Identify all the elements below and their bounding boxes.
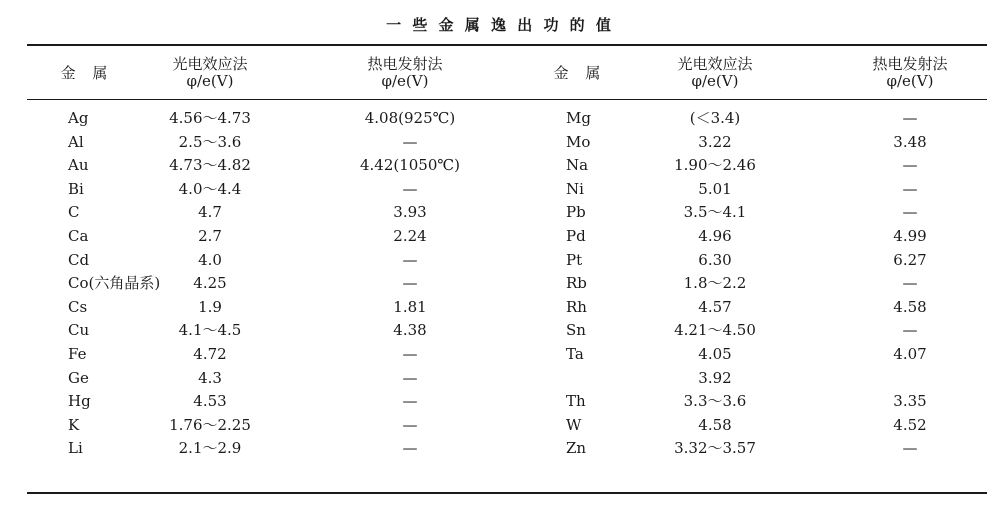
right-metal-column [566, 107, 646, 461]
table-cell: — [902, 179, 918, 198]
table-cell: 4.72 [193, 344, 227, 363]
table-cell: Cd [68, 250, 90, 269]
table-cell: — [402, 368, 418, 387]
table-cell: — [402, 415, 418, 434]
table-cell: — [902, 203, 918, 222]
table-cell: Fe [68, 344, 87, 363]
table-cell: Al [68, 132, 84, 151]
table-cell: Th [566, 392, 586, 411]
table-cell: 4.57 [698, 297, 732, 316]
left-thermo-column [340, 107, 480, 461]
table-cell: Ag [68, 109, 89, 127]
table-cell: 4.07 [893, 344, 927, 363]
header-thermo-left-unit: φ/e(V) [381, 72, 429, 90]
table-cell: 3.5～4.1 [683, 203, 747, 222]
table-cell: 6.27 [893, 250, 927, 269]
table-cell: 4.73～4.82 [169, 156, 251, 175]
table-cell: 1.76～2.25 [169, 415, 251, 434]
table-cell: 3.48 [893, 132, 927, 151]
table-cell: Mo [566, 132, 591, 151]
left-photo-column [140, 107, 280, 461]
table-cell: 6.30 [698, 250, 732, 269]
table-cell: Au [68, 156, 89, 175]
table-cell: — [902, 321, 918, 340]
table-cell: 3.92 [698, 368, 732, 387]
table-cell: — [402, 274, 418, 293]
table-cell: 4.0～4.4 [178, 179, 242, 198]
table-cell: 2.7 [198, 226, 222, 245]
table-cell: 2.5～3.6 [178, 132, 242, 151]
table-cell: 1.9 [198, 297, 222, 316]
table-cell: 1.90～2.46 [674, 156, 756, 175]
table-cell: — [902, 109, 918, 127]
table-cell: Co(六角晶系) [68, 274, 161, 293]
table-cell: 4.05 [698, 344, 732, 363]
header-thermo-left [345, 56, 465, 96]
table-cell [566, 367, 646, 391]
table-cell: 4.38 [393, 321, 427, 340]
table-cell: 3.93 [393, 203, 427, 222]
table-cell: — [402, 179, 418, 198]
table-cell: Rb [566, 274, 587, 293]
table-cell: 4.25 [193, 274, 227, 293]
bottom-rule [27, 492, 987, 494]
table-cell: Ta [566, 344, 584, 363]
table-cell: 4.7 [198, 203, 222, 222]
table-cell: 1.8～2.2 [683, 274, 747, 293]
header-photo-left-unit: φ/e(V) [186, 72, 234, 90]
table-cell: Rh [566, 297, 587, 316]
table-cell: C [68, 203, 80, 222]
table-cell: 4.99 [893, 226, 927, 245]
table-cell: — [402, 439, 418, 458]
table-cell: Ca [68, 226, 89, 245]
table-cell: 4.96 [698, 226, 732, 245]
table-cell: W [566, 415, 582, 434]
table-cell: 3.22 [698, 132, 732, 151]
header-photo-right-unit: φ/e(V) [691, 72, 739, 90]
header-metal-left: 金 属 [60, 64, 114, 82]
table-cell: 3.32～3.57 [674, 439, 756, 458]
table-cell: (＜3.4) [689, 109, 741, 127]
table-cell: 4.53 [193, 392, 227, 411]
table-cell: Zn [566, 439, 587, 458]
table-cell: 4.08(925℃) [364, 109, 456, 127]
table-cell: 3.35 [893, 392, 927, 411]
table-cell: — [402, 392, 418, 411]
table-cell: 4.42(1050℃) [359, 156, 461, 175]
table-cell [860, 367, 960, 391]
header-thermo-left-label: 热电发射法 [367, 55, 443, 73]
table-cell: Li [68, 439, 83, 458]
table-cell: Pb [566, 203, 586, 222]
header-photo-left-label: 光电效应法 [172, 55, 248, 73]
table-cell: 4.0 [198, 250, 222, 269]
header-photo-left [150, 56, 270, 96]
table-cell: 3.3～3.6 [683, 392, 747, 411]
table-cell: Cu [68, 321, 90, 340]
table-cell: Ni [566, 179, 584, 198]
table-cell: 2.1～2.9 [178, 439, 242, 458]
right-thermo-column [860, 107, 960, 461]
header-rule [27, 99, 987, 100]
top-rule [27, 44, 987, 46]
table-cell: — [402, 344, 418, 363]
header-metal-right: 金 属 [553, 64, 607, 82]
table-cell: 4.3 [198, 368, 222, 387]
table-cell: — [902, 274, 918, 293]
table-cell: K [68, 415, 80, 434]
header-thermo-right-label: 热电发射法 [872, 55, 948, 73]
table-cell: 2.24 [393, 226, 427, 245]
table-cell: 4.58 [893, 297, 927, 316]
table-cell: Na [566, 156, 589, 175]
table-cell: Mg [566, 109, 591, 127]
table-cell: — [402, 132, 418, 151]
table-cell: Bi [68, 179, 84, 198]
header-photo-right [655, 56, 775, 96]
table-cell: 4.1～4.5 [178, 321, 242, 340]
header-thermo-right [850, 56, 970, 96]
table-cell: Ge [68, 368, 89, 387]
table-title: 一 些 金 属 逸 出 功 的 值 [386, 16, 614, 34]
table-cell: 1.81 [393, 297, 427, 316]
table-cell: 4.58 [698, 415, 732, 434]
table-cell: — [902, 439, 918, 458]
table-cell: Sn [566, 321, 586, 340]
table-cell: Pt [566, 250, 583, 269]
table-cell: Pd [566, 226, 586, 245]
right-photo-column [645, 107, 785, 461]
table-cell: 4.52 [893, 415, 927, 434]
table-cell: 4.21～4.50 [674, 321, 756, 340]
header-photo-right-label: 光电效应法 [677, 55, 753, 73]
table-cell: Cs [68, 297, 88, 316]
table-cell: — [902, 156, 918, 175]
table-cell: — [402, 250, 418, 269]
table-cell: 5.01 [698, 179, 732, 198]
header-thermo-right-unit: φ/e(V) [886, 72, 934, 90]
table-cell: Hg [68, 392, 91, 411]
table-cell: 4.56～4.73 [169, 109, 251, 127]
